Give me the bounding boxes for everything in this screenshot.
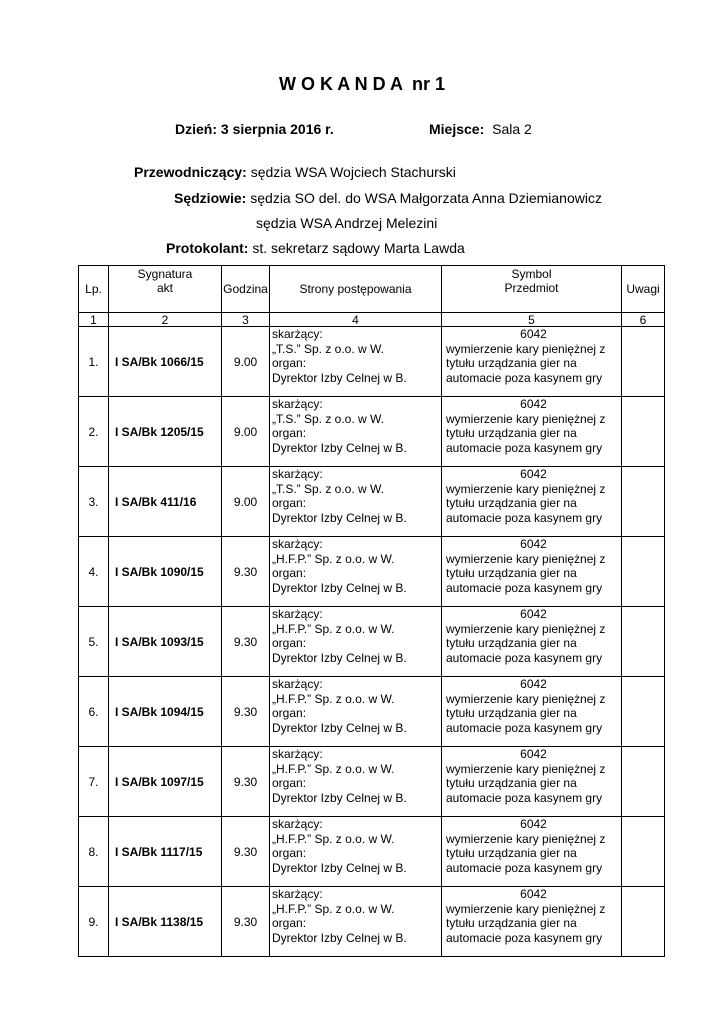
complainant-label: skarżący: — [272, 817, 323, 831]
subject-line: tytułu urządzania gier na — [446, 566, 577, 580]
parties-cell — [270, 747, 442, 817]
row-number: 8. — [79, 817, 109, 887]
authority-label: organ: — [272, 426, 307, 440]
case-signature: I SA/Bk 1094/15 — [109, 677, 222, 747]
hearing-time: 9.00 — [222, 327, 270, 397]
case-signature: I SA/Bk 1093/15 — [109, 607, 222, 677]
case-signature: I SA/Bk 1066/15 — [109, 327, 222, 397]
hearing-time: 9.30 — [222, 817, 270, 887]
column-number: 1 — [79, 313, 109, 327]
complainant-label: skarżący: — [272, 467, 323, 481]
judges-line — [174, 190, 602, 206]
place-label: Miejsce: — [429, 121, 485, 137]
parties-cell — [270, 397, 442, 467]
header-time — [222, 266, 270, 313]
subject-line: tytułu urządzania gier na — [446, 356, 577, 370]
complainant-name: „H.F.P.” Sp. z o.o. w W. — [272, 831, 395, 846]
complainant-name: „H.F.P.” Sp. z o.o. w W. — [272, 551, 395, 566]
subject-cell — [442, 887, 622, 957]
subject-line: wymierzenie kary pieniężnej z — [446, 901, 606, 916]
subject-line: tytułu urządzania gier na — [446, 846, 577, 860]
authority-label: organ: — [272, 566, 307, 580]
complainant-name: „H.F.P.” Sp. z o.o. w W. — [272, 901, 395, 916]
notes-cell — [622, 467, 665, 537]
symbol-code: 6042 — [520, 817, 547, 831]
hearing-time: 9.00 — [222, 397, 270, 467]
header-notes-text: Uwagi — [626, 282, 660, 296]
table-row — [79, 537, 665, 607]
authority-name: Dyrektor Izby Celnej w B. — [272, 580, 407, 595]
hearing-time: 9.30 — [222, 607, 270, 677]
judge-1: sędzia SO del. do WSA Małgorzata Anna Dziemianowicz — [250, 190, 602, 206]
header-signature-line2: akt — [156, 281, 173, 295]
subject-line: automacie poza kasynem gry — [446, 440, 603, 455]
hearing-time: 9.30 — [222, 537, 270, 607]
authority-label: organ: — [272, 636, 307, 650]
notes-cell — [622, 887, 665, 957]
hearing-time: 9.30 — [222, 747, 270, 817]
complainant-label: skarżący: — [272, 607, 323, 621]
complainant-label: skarżący: — [272, 887, 323, 901]
subject-line: tytułu urządzania gier na — [446, 776, 577, 790]
complainant-name: „H.F.P.” Sp. z o.o. w W. — [272, 621, 395, 636]
row-number: 7. — [79, 747, 109, 817]
symbol-code: 6042 — [520, 397, 547, 411]
table-row — [79, 677, 665, 747]
hearing-place — [429, 121, 532, 137]
header-symbol-line1: Symbol — [511, 267, 552, 281]
notes-cell — [622, 327, 665, 397]
symbol-code: 6042 — [520, 887, 547, 901]
case-signature: I SA/Bk 1090/15 — [109, 537, 222, 607]
complainant-name: „H.F.P.” Sp. z o.o. w W. — [272, 691, 395, 706]
complainant-name: „T.S.” Sp. z o.o. w W. — [272, 481, 385, 496]
hearing-time: 9.30 — [222, 887, 270, 957]
complainant-label: skarżący: — [272, 677, 323, 691]
judges-label: Sędziowie: — [174, 190, 247, 206]
parties-cell — [270, 817, 442, 887]
complainant-label: skarżący: — [272, 397, 323, 411]
complainant-name: „T.S.” Sp. z o.o. w W. — [272, 341, 385, 356]
header-signature-line1: Sygnatura — [137, 267, 193, 281]
subject-line: automacie poza kasynem gry — [446, 860, 603, 875]
column-number: 3 — [222, 313, 270, 327]
subject-line: tytułu urządzania gier na — [446, 426, 577, 440]
subject-line: wymierzenie kary pieniężnej z — [446, 621, 606, 636]
authority-label: organ: — [272, 916, 307, 930]
header-symbol-line2: Przedmiot — [504, 281, 559, 295]
row-number: 1. — [79, 327, 109, 397]
parties-cell — [270, 327, 442, 397]
authority-name: Dyrektor Izby Celnej w B. — [272, 930, 407, 945]
parties-cell — [270, 607, 442, 677]
header-signature — [109, 266, 222, 313]
symbol-code: 6042 — [520, 537, 547, 551]
column-number: 5 — [442, 313, 622, 327]
authority-name: Dyrektor Izby Celnej w B. — [272, 790, 407, 805]
authority-name: Dyrektor Izby Celnej w B. — [272, 440, 407, 455]
parties-cell — [270, 467, 442, 537]
subject-line: tytułu urządzania gier na — [446, 496, 577, 510]
subject-line: automacie poza kasynem gry — [446, 580, 603, 595]
header-lp — [79, 266, 109, 313]
subject-cell — [442, 747, 622, 817]
header-symbol — [442, 266, 622, 313]
subject-cell — [442, 817, 622, 887]
row-number: 4. — [79, 537, 109, 607]
cases-table — [78, 265, 665, 957]
place-value: Sala 2 — [492, 121, 532, 137]
table-row — [79, 817, 665, 887]
complainant-label: skarżący: — [272, 747, 323, 761]
complainant-label: skarżący: — [272, 537, 323, 551]
case-signature: I SA/Bk 1205/15 — [109, 397, 222, 467]
subject-cell — [442, 467, 622, 537]
subject-line: automacie poza kasynem gry — [446, 370, 603, 385]
case-signature: I SA/Bk 411/16 — [109, 467, 222, 537]
header-parties — [270, 266, 442, 313]
subject-line: automacie poza kasynem gry — [446, 650, 603, 665]
authority-name: Dyrektor Izby Celnej w B. — [272, 720, 407, 735]
subject-cell — [442, 537, 622, 607]
symbol-code: 6042 — [520, 607, 547, 621]
column-numbers-row — [79, 313, 665, 327]
subject-line: wymierzenie kary pieniężnej z — [446, 551, 606, 566]
subject-line: wymierzenie kary pieniężnej z — [446, 481, 606, 496]
subject-line: automacie poza kasynem gry — [446, 790, 603, 805]
subject-line: tytułu urządzania gier na — [446, 916, 577, 930]
subject-line: tytułu urządzania gier na — [446, 636, 577, 650]
notes-cell — [622, 677, 665, 747]
authority-label: organ: — [272, 776, 307, 790]
title-number: nr 1 — [412, 74, 446, 94]
subject-cell — [442, 327, 622, 397]
subject-line: automacie poza kasynem gry — [446, 930, 603, 945]
case-signature: I SA/Bk 1097/15 — [109, 747, 222, 817]
subject-line: automacie poza kasynem gry — [446, 510, 603, 525]
subject-line: tytułu urządzania gier na — [446, 706, 577, 720]
hearing-time: 9.00 — [222, 467, 270, 537]
table-row — [79, 747, 665, 817]
chair-label: Przewodniczący: — [134, 164, 247, 180]
hearing-time: 9.30 — [222, 677, 270, 747]
subject-line: automacie poza kasynem gry — [446, 720, 603, 735]
chair-value: sędzia WSA Wojciech Stachurski — [250, 164, 456, 180]
authority-label: organ: — [272, 356, 307, 370]
subject-cell — [442, 677, 622, 747]
table-header-row — [79, 266, 665, 313]
notes-cell — [622, 397, 665, 467]
column-number: 4 — [270, 313, 442, 327]
table-row — [79, 397, 665, 467]
judge-2: sędzia WSA Andrzej Melezini — [256, 215, 438, 231]
subject-line: wymierzenie kary pieniężnej z — [446, 691, 606, 706]
authority-name: Dyrektor Izby Celnej w B. — [272, 860, 407, 875]
row-number: 5. — [79, 607, 109, 677]
column-number: 6 — [622, 313, 665, 327]
authority-name: Dyrektor Izby Celnej w B. — [272, 370, 407, 385]
notes-cell — [622, 537, 665, 607]
complainant-name: „H.F.P.” Sp. z o.o. w W. — [272, 761, 395, 776]
subject-line: wymierzenie kary pieniężnej z — [446, 341, 606, 356]
symbol-code: 6042 — [520, 677, 547, 691]
subject-line: wymierzenie kary pieniężnej z — [446, 831, 606, 846]
clerk-label: Protokolant: — [166, 240, 249, 256]
authority-label: organ: — [272, 706, 307, 720]
case-signature: I SA/Bk 1138/15 — [109, 887, 222, 957]
document-title — [0, 74, 724, 95]
authority-label: organ: — [272, 496, 307, 510]
table-row — [79, 607, 665, 677]
subject-cell — [442, 607, 622, 677]
row-number: 6. — [79, 677, 109, 747]
symbol-code: 6042 — [520, 467, 547, 481]
row-number: 2. — [79, 397, 109, 467]
subject-line: wymierzenie kary pieniężnej z — [446, 761, 606, 776]
notes-cell — [622, 747, 665, 817]
parties-cell — [270, 537, 442, 607]
authority-label: organ: — [272, 846, 307, 860]
header-parties-text: Strony postępowania — [299, 282, 412, 296]
subject-cell — [442, 397, 622, 467]
authority-name: Dyrektor Izby Celnej w B. — [272, 650, 407, 665]
parties-cell — [270, 677, 442, 747]
header-lp-text: Lp. — [85, 282, 102, 296]
subject-line: wymierzenie kary pieniężnej z — [446, 411, 606, 426]
notes-cell — [622, 817, 665, 887]
authority-name: Dyrektor Izby Celnej w B. — [272, 510, 407, 525]
clerk-value: st. sekretarz sądowy Marta Lawda — [252, 240, 465, 256]
complainant-name: „T.S.” Sp. z o.o. w W. — [272, 411, 385, 426]
table-row — [79, 327, 665, 397]
parties-cell — [270, 887, 442, 957]
case-signature: I SA/Bk 1117/15 — [109, 817, 222, 887]
row-number: 3. — [79, 467, 109, 537]
header-notes — [622, 266, 665, 313]
symbol-code: 6042 — [520, 327, 547, 341]
clerk-line — [166, 240, 465, 256]
row-number: 9. — [79, 887, 109, 957]
table-row — [79, 467, 665, 537]
hearing-date: Dzień: 3 sierpnia 2016 r. — [175, 121, 334, 137]
column-number: 2 — [109, 313, 222, 327]
header-time-text: Godzina — [223, 282, 268, 296]
notes-cell — [622, 607, 665, 677]
chair-line — [134, 164, 456, 180]
complainant-label: skarżący: — [272, 327, 323, 341]
title-text: W O K A N D A — [278, 74, 403, 94]
table-row — [79, 887, 665, 957]
symbol-code: 6042 — [520, 747, 547, 761]
